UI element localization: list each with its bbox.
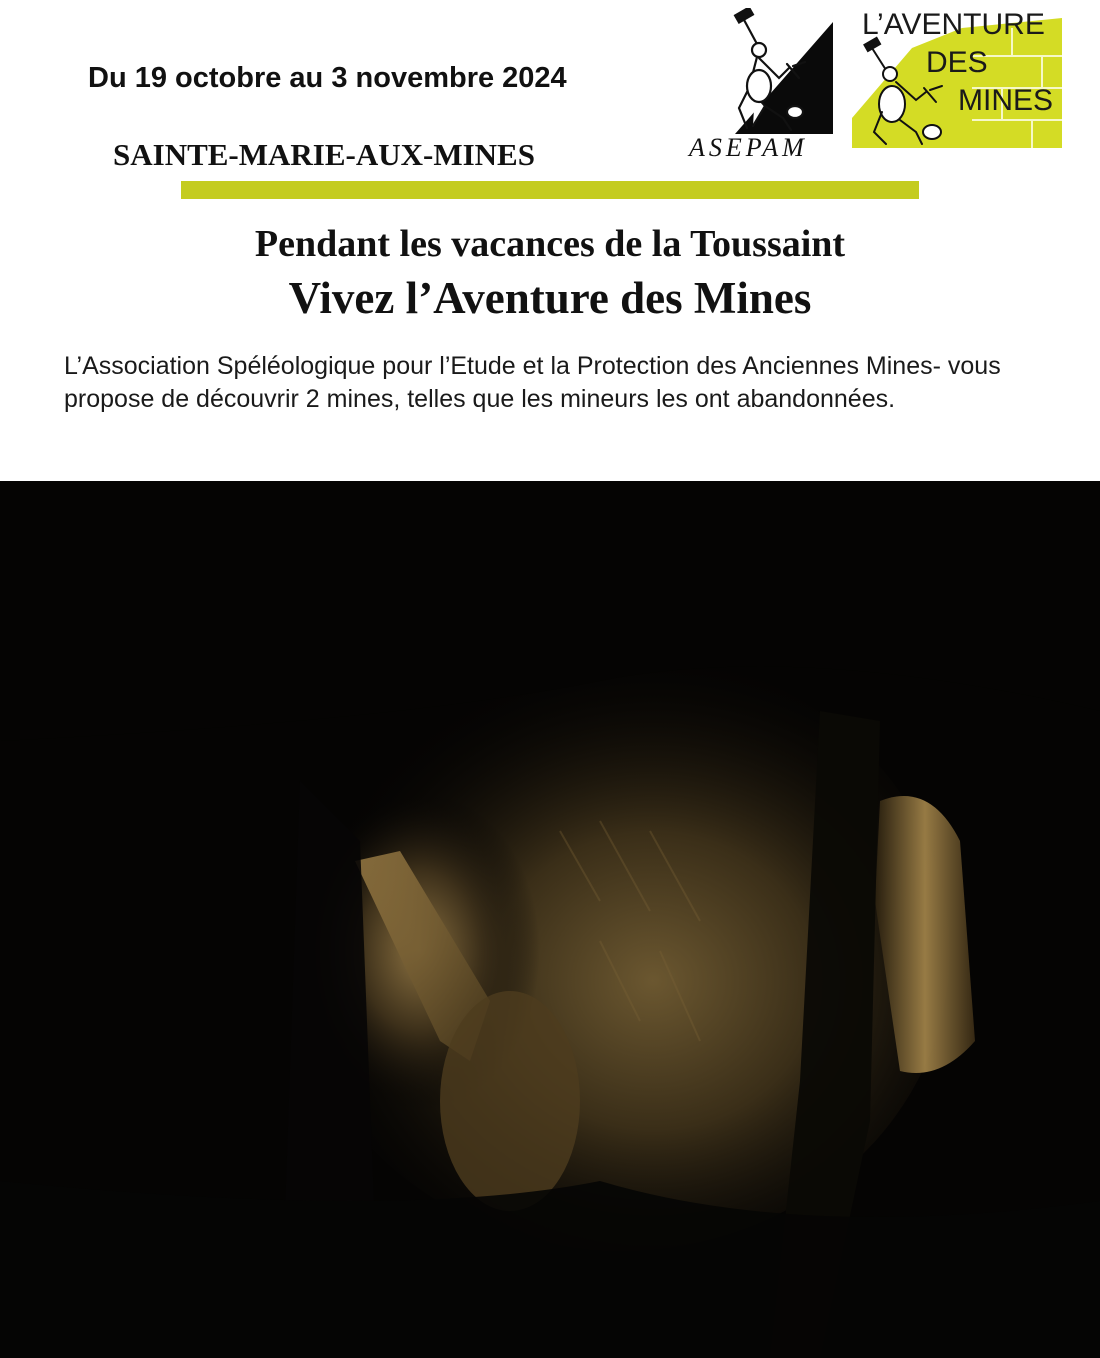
headline-title: Vivez l’Aventure des Mines — [288, 273, 812, 323]
asepam-label: ASEPAM — [689, 133, 808, 162]
miner-with-hammer-icon — [687, 8, 835, 138]
accent-divider — [181, 181, 919, 199]
town-name: SAINTE-MARIE-AUX-MINES — [113, 137, 535, 172]
aventure-des-mines-logo — [852, 8, 1064, 148]
aventure-line-3: MINES — [958, 84, 1054, 117]
event-dates: Du 19 octobre au 3 novembre 2024 — [88, 62, 567, 94]
aventure-line-2: DES — [926, 46, 988, 79]
intro-paragraph: L’Association Spéléologique pour l’Etude et la Protection des Anciennes Mines- vous propose de découvrir 2 mines, telles que les mineurs les ont abandonnées. — [64, 352, 1001, 413]
mine-tunnel-photo — [0, 481, 1100, 1358]
headline-subtitle: Pendant les vacances de la Toussaint — [254, 223, 846, 265]
aventure-line-1: L’AVENTURE — [862, 8, 1045, 41]
